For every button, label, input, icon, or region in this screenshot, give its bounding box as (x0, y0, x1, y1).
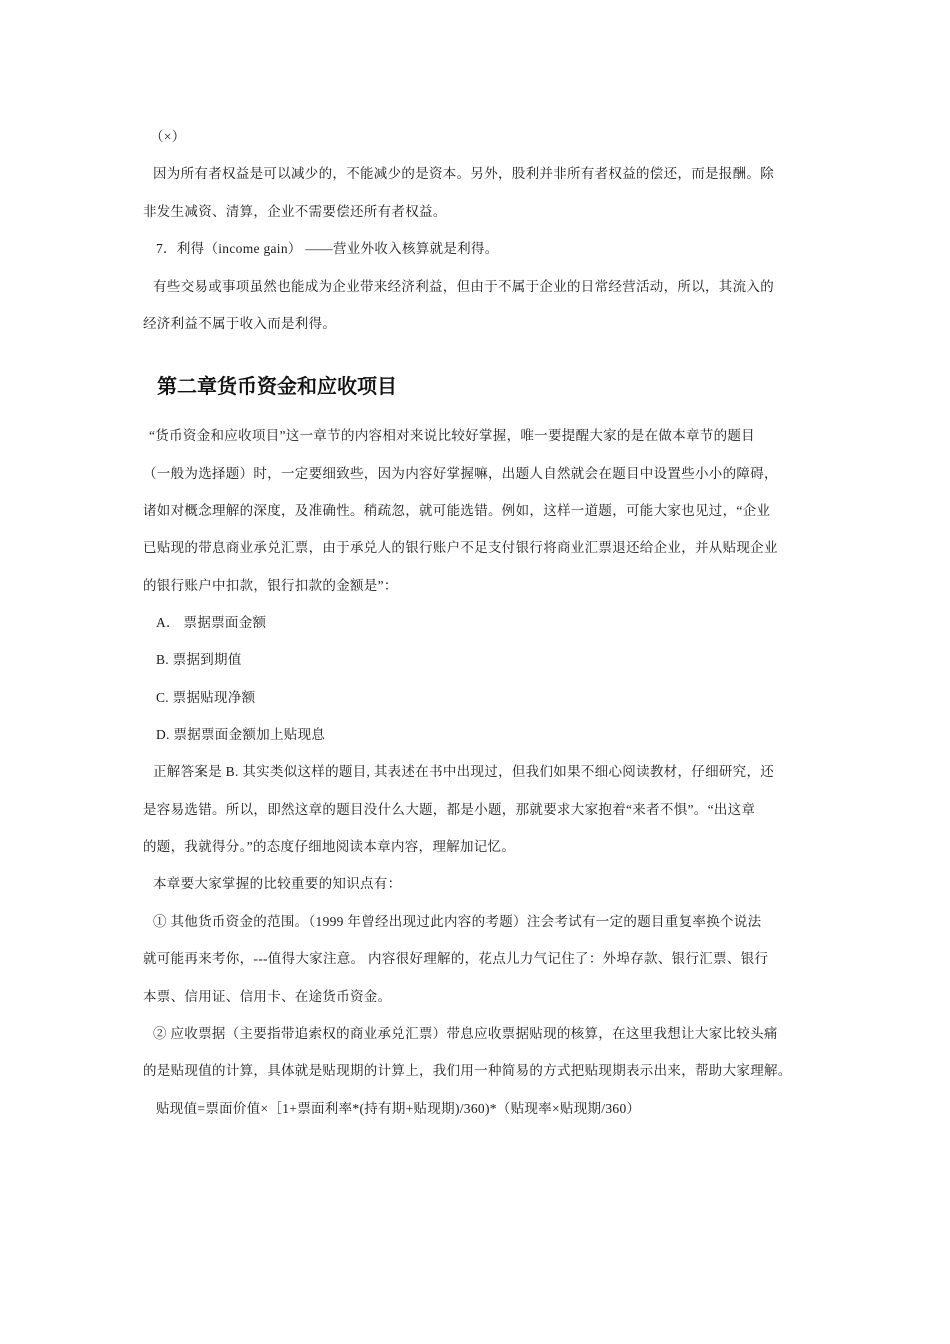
text-line: 诸如对概念理解的深度，及准确性。稍疏忽，就可能选错。例如，这样一道题，可能大家也见过，“企业 (143, 503, 771, 518)
text-line: 经济利益不属于收入而是利得。 (143, 316, 337, 331)
text-line: 非发生减资、清算，企业不需要偿还所有者权益。 (143, 204, 447, 219)
option-d: D. 票据票面金额加上贴现息 (156, 727, 326, 742)
text-line: 已贴现的带息商业承兑汇票，由于承兑人的银行账户不足支付银行将商业汇票退还给企业，并从贴现企业 (143, 540, 778, 555)
text-line: （×） (150, 129, 186, 144)
option-a: A． 票据票面金额 (156, 615, 267, 630)
text-line: （一般为选择题）时，一定要细致些，因为内容好掌握嘛，出题人自然就会在题目中设置些小小的障碍， (143, 466, 778, 481)
text-line: ② 应收票据（主要指带追索权的商业承兑汇票）带息应收票据贴现的核算，在这里我想让大家比较头痛 (153, 1026, 778, 1041)
text-line: 的是贴现值的计算，具体就是贴现期的计算上，我们用一种简易的方式把贴现期表示出来，帮助大家理解。 (143, 1063, 792, 1078)
text-line: 的题，我就得分。”的态度仔细地阅读本章内容，理解加记忆。 (143, 839, 516, 854)
text-line: 有些交易或事项虽然也能成为企业带来经济利益，但由于不属于企业的日常经营活动，所以，其流入的 (153, 279, 774, 294)
text-line: 正解答案是 B. 其实类似这样的题目, 其表述在书中出现过，但我们如果不细心阅读教材，仔细研究，还 (153, 764, 775, 779)
text-line: ① 其他货币资金的范围。（1999 年曾经出现过此内容的考题）注会考试有一定的题目重复率换个说法 (153, 914, 762, 929)
text-line: 本章要大家掌握的比较重要的知识点有： (153, 876, 402, 891)
chapter-title: 第二章货币资金和应收项目 (157, 374, 397, 398)
text-line: 本票、信用证、信用卡、在途货币资金。 (143, 989, 392, 1004)
text-line: 因为所有者权益是可以减少的，不能减少的是资本。另外，股利并非所有者权益的偿还，而是报酬。除 (153, 166, 774, 181)
text-line: 的银行账户中扣款，银行扣款的金额是”： (143, 578, 398, 593)
text-line: “货币资金和应收项目”这一章节的内容相对来说比较好掌握，唯一要提醒大家的是在做本章节的题目 (149, 428, 755, 443)
option-c: C. 票据贴现净额 (156, 690, 256, 705)
option-b: B. 票据到期值 (156, 652, 242, 667)
text-line: 就可能再来考你，---值得大家注意。 内容很好理解的，花点儿力气记住了：外埠存款、银行汇票、银行 (143, 951, 769, 966)
text-line: 是容易选错。所以，即然这章的题目没什么大题，都是小题，那就要求大家抱着“来者不惧”。“出这章 (143, 802, 756, 817)
text-line: 7．利得（income gain） ——营业外收入核算就是利得。 (156, 241, 499, 256)
formula-line: 贴现值=票面价值×［1+票面利率*(持有期+贴现期)/360)*（贴现率×贴现期/360） (156, 1101, 641, 1116)
